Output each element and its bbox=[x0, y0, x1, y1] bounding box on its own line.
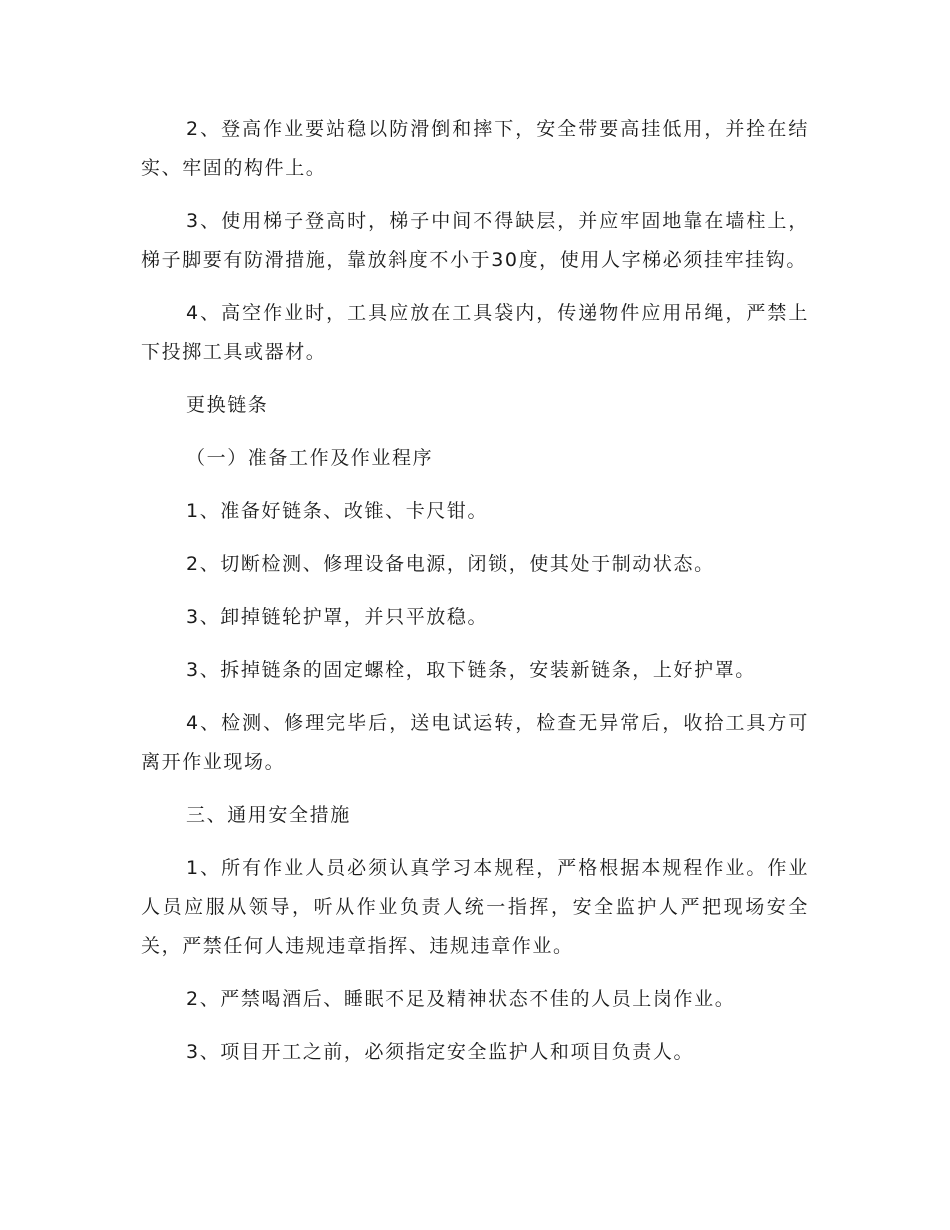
paragraph-remove-guard: 3、卸掉链轮护罩，并只平放稳。 bbox=[186, 606, 489, 628]
paragraph-test-run: 4、检测、修理完毕后，送电试运转，检查无异常后，收拾工具方可离开作业现场。 bbox=[141, 712, 809, 773]
paragraph-ladder-climbing-stability: 2、登高作业要站稳以防滑倒和摔下，安全带要高挂低用，并拴在结实、牢固的构件上。 bbox=[141, 118, 809, 179]
document-body bbox=[141, 110, 809, 1086]
paragraph-install-chain: 3、拆掉链条的固定螺栓，取下链条，安装新链条，上好护罩。 bbox=[186, 659, 756, 681]
subsection-heading-preparation: （一）准备工作及作业程序 bbox=[186, 447, 434, 469]
paragraph-ladder-usage: 3、使用梯子登高时，梯子中间不得缺层，并应牢固地靠在墙柱上，梯子脚要有防滑措施，靠放斜度不小于30度，使用人字梯必须挂牢挂钩。 bbox=[141, 210, 809, 271]
paragraph-assign-supervisor: 3、项目开工之前，必须指定安全监护人和项目负责人。 bbox=[186, 1041, 695, 1063]
paragraph-no-drinking: 2、严禁喝酒后、睡眠不足及精神状态不佳的人员上岗作业。 bbox=[186, 988, 736, 1010]
paragraph-cut-power: 2、切断检测、修理设备电源，闭锁，使其处于制动状态。 bbox=[186, 553, 715, 575]
section-heading-general-safety: 三、通用安全措施 bbox=[186, 804, 351, 826]
paragraph-high-altitude-tools: 4、高空作业时，工具应放在工具袋内，传递物件应用吊绳，严禁上下投掷工具或器材。 bbox=[141, 302, 809, 363]
paragraph-prepare-tools: 1、准备好链条、改锥、卡尺钳。 bbox=[186, 500, 489, 522]
section-heading-replace-chain: 更换链条 bbox=[186, 394, 269, 416]
paragraph-study-regulations: 1、所有作业人员必须认真学习本规程，严格根据本规程作业。作业人员应服从领导，听从作业负责人统一指挥，安全监护人严把现场安全关，严禁任何人违规违章指挥、违规违章作业。 bbox=[141, 857, 809, 957]
